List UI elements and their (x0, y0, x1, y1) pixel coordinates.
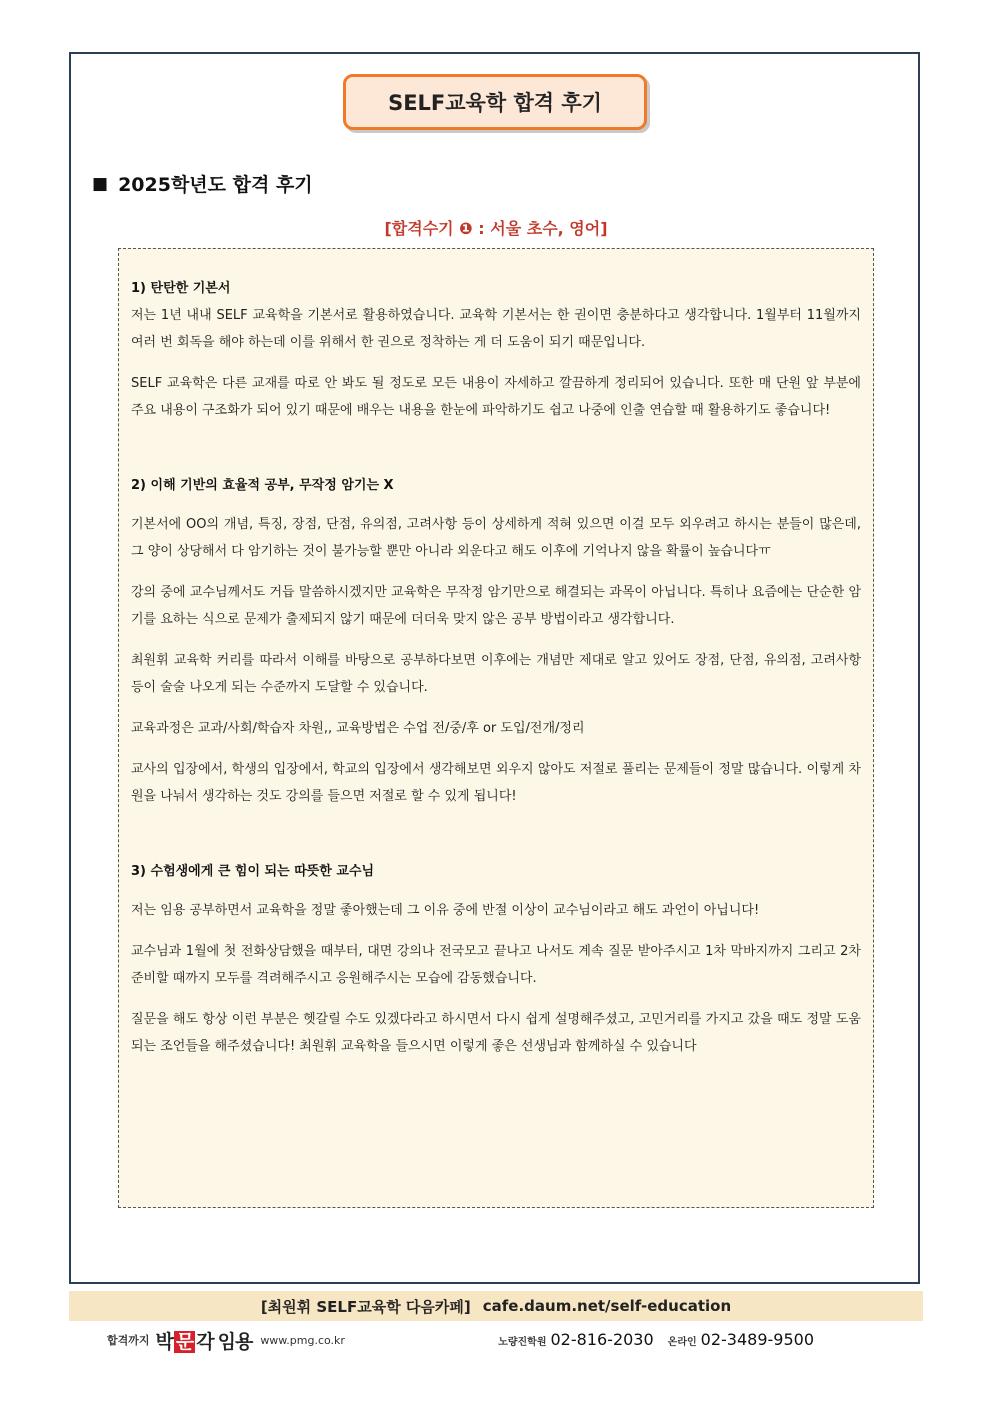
contact-info (498, 1330, 814, 1349)
section-1-paragraph-1: 저는 1년 내내 SELF 교육학을 기본서로 활용하였습니다. 교육학 기본서는 한 권이면 충분하다고 생각합니다. 1월부터 11월까지 여러 번 회독을 해야 하는데 이를 위해서 한 권으로 정착하는 게 더 도움이 되기 때문입니다. (131, 308, 861, 350)
section-2-paragraph-2: 강의 중에 교수님께서도 거듭 말씀하시겠지만 교육학은 무작정 암기만으로 해결되는 과목이 아닙니다. 특히나 요즘에는 단순한 암기를 요하는 식으로 문제가 출제되지 않기 때문에 더더욱 맞지 않은 공부 방법이라고 생각합니다. (131, 585, 861, 627)
section-3-heading: 3) 수험생에게 큰 힘이 되는 따뜻한 교수님 (131, 864, 375, 879)
review-subtitle: [합격수기 ❶ : 서울 초수, 영어] (384, 219, 608, 238)
review-section-1 (131, 275, 861, 424)
section-2-heading: 2) 이해 기반의 효율적 공부, 무작정 암기는 X (131, 478, 394, 493)
publisher-logo (107, 1324, 345, 1356)
section-2-paragraph-4: 교육과정은 교과/사회/학습자 차원,, 교육방법은 수업 전/중/후 or 도입/전개/정리 (131, 721, 585, 736)
section-2-paragraph-5: 교사의 입장에서, 학생의 입장에서, 학교의 입장에서 생각해보면 외우지 않아도 저절로 풀리는 문제들이 정말 많습니다. 이렇게 차원을 나눠서 생각하는 것도 강의를 들으면 저절로 할 수 있게 됩니다! (131, 762, 861, 804)
logo-wordmark (156, 1327, 253, 1354)
section-1-heading: 1) 탄탄한 기본서 (131, 281, 231, 296)
logo-prefix: 합격까지 (107, 1334, 150, 1347)
section-heading-text: 2025학년도 합격 후기 (118, 174, 313, 196)
review-content-box (118, 248, 874, 1208)
contact-2-label: 온라인 (667, 1337, 697, 1348)
section-2-paragraph-3: 최원휘 교육학 커리를 따라서 이해를 바탕으로 공부하다보면 이후에는 개념만 제대로 알고 있어도 장점, 단점, 유의점, 고려사항 등이 술술 나오게 되는 수준까지 도달할 수 있습니다. (131, 653, 861, 695)
cafe-banner (69, 1291, 923, 1321)
logo-part-2: 문 (175, 1330, 194, 1353)
section-2-paragraph-1: 기본서에 OO의 개념, 특징, 장점, 단점, 유의점, 고려사항 등이 상세하게 적혀 있으면 이걸 모두 외우려고 하시는 분들이 많은데, 그 양이 상당해서 다 암기하는 것이 불가능할 뿐만 아니라 외운다고 해도 이후에 기억나지 않을 확률이 높습니다ㅠ (131, 517, 861, 559)
section-3-paragraph-3: 질문을 해도 항상 이런 부분은 헷갈릴 수도 있겠다라고 하시면서 다시 쉽게 설명해주셨고, 고민거리를 가지고 갔을 때도 정말 도움 되는 조언들을 해주셨습니다! 최원휘 교육학을 들으시면 이렇게 좋은 선생님과 함께하실 수 있습니다 (131, 1012, 861, 1054)
contact-1-label: 노량진학원 (498, 1337, 547, 1348)
logo-part-1: 박 (155, 1330, 173, 1353)
publisher-url-link[interactable]: www.pmg.co.kr (260, 1333, 345, 1347)
cafe-url-link[interactable]: cafe.daum.net/self-education (482, 1297, 732, 1315)
logo-part-4: 임용 (217, 1330, 253, 1353)
review-section-2 (131, 472, 861, 810)
black-square-icon: ■ (92, 173, 109, 194)
section-3-paragraph-2: 교수님과 1월에 첫 전화상담했을 때부터, 대면 강의나 전국모고 끝나고 나서도 계속 질문 받아주시고 1차 막바지까지 그리고 2차 준비할 때까지 모두를 격려해주시고 응원해주시는 모습에 감동했습니다. (131, 944, 861, 986)
logo-part-3: 각 (196, 1330, 214, 1353)
page-title: SELF교육학 합격 후기 (343, 74, 647, 130)
section-3-paragraph-1: 저는 임용 공부하면서 교육학을 정말 좋아했는데 그 이유 중에 반절 이상이 교수님이라고 해도 과언이 아닙니다! (131, 903, 760, 918)
cafe-label: [최원휘 SELF교육학 다음카페] (260, 1297, 471, 1316)
section-1-paragraph-2: SELF 교육학은 다른 교재를 따로 안 봐도 될 정도로 모든 내용이 자세하고 깔끔하게 정리되어 있습니다. 또한 매 단원 앞 부분에 주요 내용이 구조화가 되어 있기 때문에 배우는 내용을 한눈에 파악하기도 쉽고 나중에 인출 연습할 때 활용하기도 좋습니다! (131, 376, 861, 418)
section-heading (92, 170, 313, 197)
contact-2-number: 02-3489-9500 (700, 1330, 814, 1349)
review-section-3 (131, 858, 861, 1060)
contact-1-number: 02-816-2030 (550, 1330, 654, 1349)
